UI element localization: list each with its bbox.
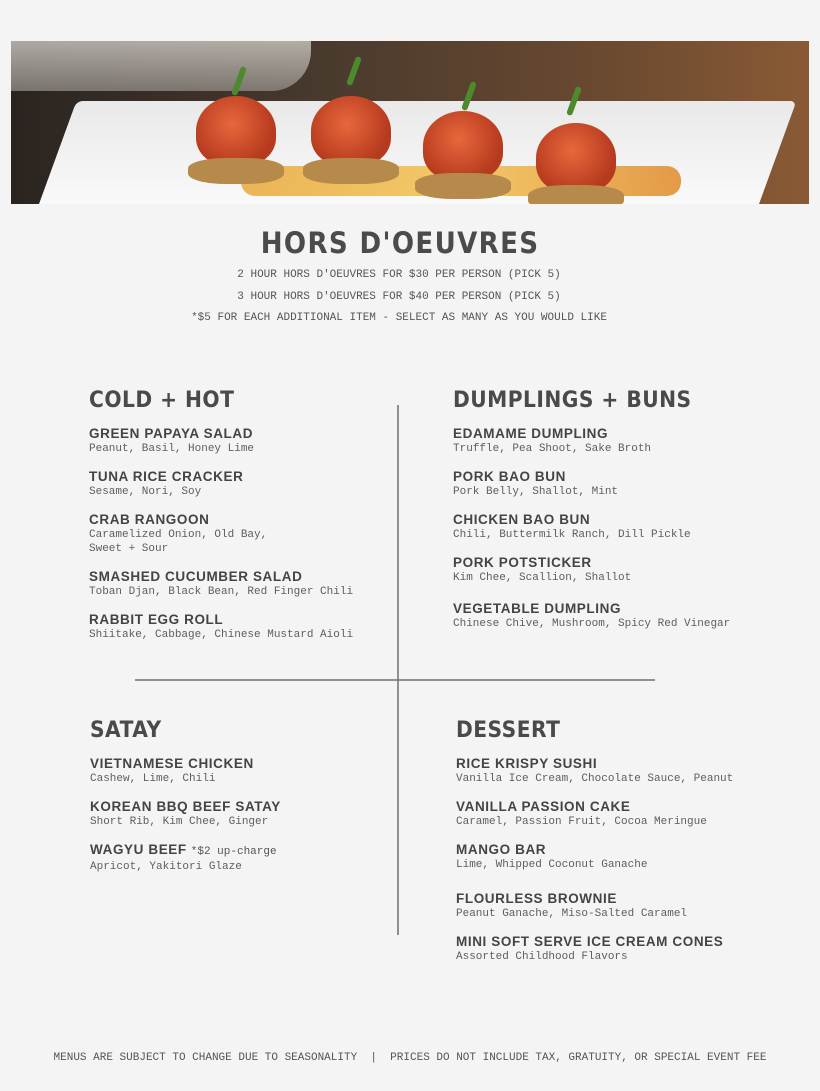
item-desc: Vanilla Ice Cream, Chocolate Sauce, Peanut (456, 773, 734, 785)
hero-food-photo (11, 41, 809, 204)
item-name: CHICKEN BAO BUN (453, 512, 591, 527)
menu-item (89, 512, 353, 556)
item-name: CRAB RANGOON (89, 512, 210, 527)
footer-disclaimer: MENUS ARE SUBJECT TO CHANGE DUE TO SEASONALITY | PRICES DO NOT INCLUDE TAX, GRATUITY, OR SPECIAL EVENT FEE (53, 1052, 767, 1064)
item-name: GREEN PAPAYA SALAD (89, 426, 254, 441)
menu-item (89, 612, 353, 642)
pricing-note: *$5 FOR EACH ADDITIONAL ITEM - SELECT AS MANY AS YOU WOULD LIKE (191, 312, 607, 324)
section-satay (90, 718, 281, 887)
item-name: VEGETABLE DUMPLING (453, 601, 622, 616)
menu-item (90, 756, 281, 786)
item-desc: Peanut, Basil, Honey Lime (89, 443, 255, 455)
item-name: FLOURLESS BROWNIE (456, 891, 617, 906)
item-name: MANGO BAR (456, 842, 547, 857)
menu-item (453, 426, 730, 456)
item-desc: Truffle, Pea Shoot, Sake Broth (453, 443, 652, 455)
item-desc: Lime, Whipped Coconut Ganache (456, 859, 648, 871)
item-desc: Shiitake, Cabbage, Chinese Mustard Aioli (89, 629, 354, 641)
item-name: VIETNAMESE CHICKEN (90, 756, 254, 771)
item-desc: Short Rib, Kim Chee, Ginger (90, 816, 269, 828)
appetizer (423, 111, 503, 181)
pricing-line: 3 HOUR HORS D'OEUVRES FOR $40 PER PERSON (PICK 5) (237, 291, 561, 303)
garnish (346, 56, 362, 86)
menu-item (456, 799, 733, 829)
item-name: PORK BAO BUN (453, 469, 566, 484)
section-title: COLD + HOT (89, 388, 235, 413)
item-name: RICE KRISPY SUSHI (456, 756, 598, 771)
row-divider (135, 679, 655, 681)
menu-item (453, 469, 730, 499)
menu-item (90, 842, 281, 874)
section-cold-hot (89, 388, 353, 655)
item-name: PORK POTSTICKER (453, 555, 592, 570)
menu-item (90, 799, 281, 829)
item-desc: Sesame, Nori, Soy (89, 486, 202, 498)
item-desc: Toban Djan, Black Bean, Red Finger Chili (89, 586, 354, 598)
menu-item (89, 469, 353, 499)
item-name: WAGYU BEEF (90, 842, 187, 857)
upcharge-note: *$2 up-charge (190, 846, 277, 858)
section-title: DESSERT (456, 718, 561, 743)
menu-item (89, 426, 353, 456)
item-name: SMASHED CUCUMBER SALAD (89, 569, 303, 584)
item-desc: Peanut Ganache, Miso-Salted Caramel (456, 908, 688, 920)
appetizer (311, 96, 391, 166)
pricing-line: 2 HOUR HORS D'OEUVRES FOR $30 PER PERSON (PICK 5) (237, 269, 561, 281)
section-title: DUMPLINGS + BUNS (453, 388, 692, 413)
item-desc: Apricot, Yakitori Glaze (90, 861, 242, 873)
item-name: VANILLA PASSION CAKE (456, 799, 631, 814)
section-title: SATAY (90, 718, 162, 743)
menu-item (456, 891, 733, 921)
item-desc: Caramelized Onion, Old Bay, Sweet + Sour (89, 529, 268, 555)
item-desc: Cashew, Lime, Chili (90, 773, 216, 785)
section-dessert (456, 718, 733, 977)
appetizer (196, 96, 276, 166)
item-name: RABBIT EGG ROLL (89, 612, 224, 627)
item-desc: Kim Chee, Scallion, Shallot (453, 572, 632, 584)
item-desc: Chinese Chive, Mushroom, Spicy Red Vinegar (453, 618, 731, 630)
item-name: EDAMAME DUMPLING (453, 426, 609, 441)
item-desc: Assorted Childhood Flavors (456, 951, 628, 963)
page-title: HORS D'OEUVRES (260, 226, 540, 260)
menu-item (453, 555, 730, 585)
menu-item (89, 569, 353, 599)
item-name: MINI SOFT SERVE ICE CREAM CONES (456, 934, 724, 949)
menu-item (453, 512, 730, 542)
item-desc: Caramel, Passion Fruit, Cocoa Meringue (456, 816, 707, 828)
menu-item (453, 601, 730, 631)
item-desc: Pork Belly, Shallot, Mint (453, 486, 619, 498)
item-name: TUNA RICE CRACKER (89, 469, 244, 484)
menu-item (456, 934, 733, 964)
section-dumplings-buns (453, 388, 730, 644)
menu-item (456, 842, 733, 872)
menu-item (456, 756, 733, 786)
napkin (11, 41, 311, 91)
appetizer (536, 123, 616, 193)
item-desc: Chili, Buttermilk Ranch, Dill Pickle (453, 529, 691, 541)
column-divider (397, 405, 399, 935)
item-name: KOREAN BBQ BEEF SATAY (90, 799, 281, 814)
